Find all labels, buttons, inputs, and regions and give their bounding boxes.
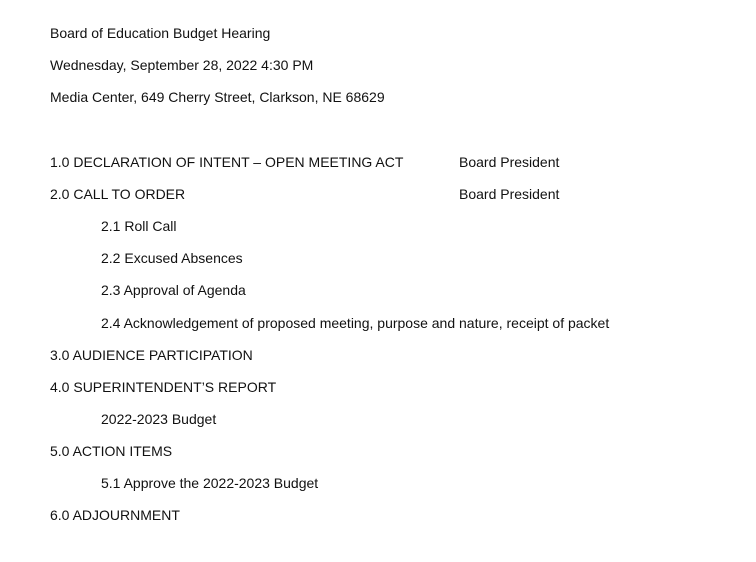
meeting-datetime: Wednesday, September 28, 2022 4:30 PM [50, 57, 314, 73]
agenda-item-2-1: 2.1 Roll Call [101, 218, 177, 234]
agenda-item-2-3: 2.3 Approval of Agenda [101, 282, 246, 298]
agenda-item-2-2: 2.2 Excused Absences [101, 250, 243, 266]
agenda-item-3: 3.0 AUDIENCE PARTICIPATION [50, 347, 253, 363]
agenda-item-2: 2.0 CALL TO ORDER [50, 186, 186, 202]
agenda-item-4: 4.0 SUPERINTENDENT’S REPORT [50, 379, 277, 395]
agenda-item-1-presenter: Board President [459, 154, 560, 170]
meeting-location: Media Center, 649 Cherry Street, Clarkson, NE 68629 [50, 89, 385, 105]
agenda-item-2-presenter: Board President [459, 186, 560, 202]
meeting-title: Board of Education Budget Hearing [50, 25, 271, 41]
agenda-item-6: 6.0 ADJOURNMENT [50, 507, 180, 523]
agenda-item-2-4: 2.4 Acknowledgement of proposed meeting, purpose and nature, receipt of packet [101, 315, 610, 331]
agenda-item-1: 1.0 DECLARATION OF INTENT – OPEN MEETING ACT [50, 154, 404, 170]
agenda-item-5: 5.0 ACTION ITEMS [50, 443, 173, 459]
agenda-item-5-1: 5.1 Approve the 2022-2023 Budget [101, 475, 319, 491]
agenda-item-4-sub: 2022-2023 Budget [101, 411, 217, 427]
